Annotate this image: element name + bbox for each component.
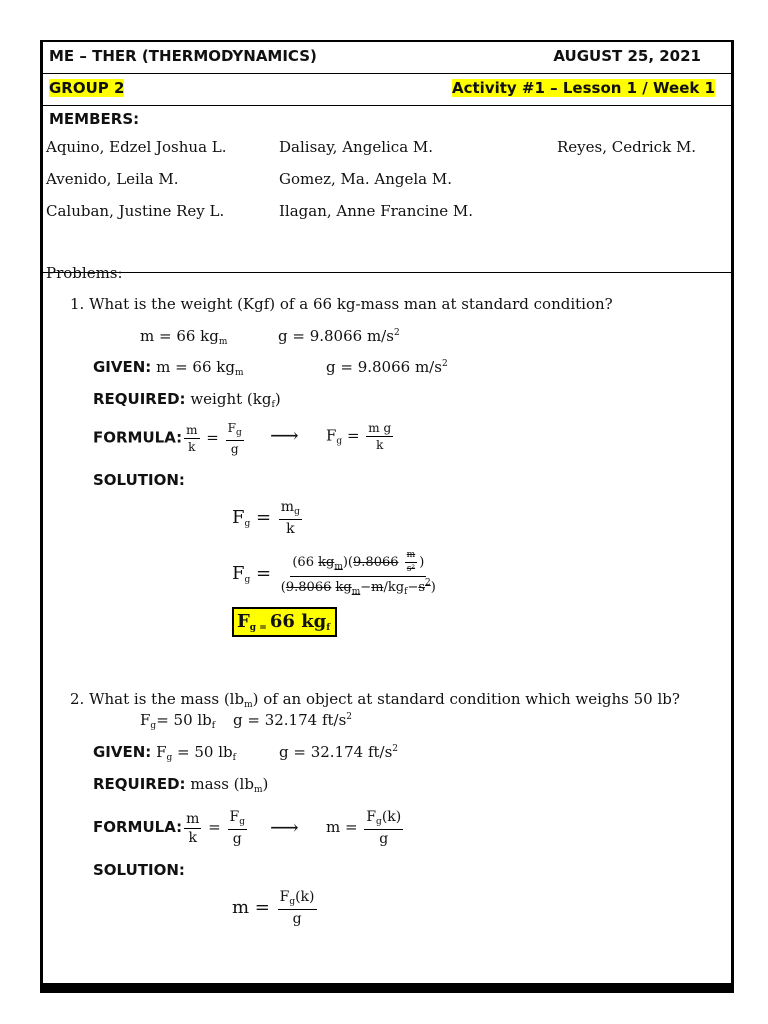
p1-formula-line: FORMULA: $\frac{m}{k}$ = $\frac{F_g}{g}$ <box>93 421 242 456</box>
p2-solution-label: SOLUTION: <box>93 861 185 879</box>
member-name: Reyes, Cedrick M. <box>557 138 697 156</box>
members-label: MEMBERS: <box>49 110 140 128</box>
p2-formula-line: FORMULA: $\frac{m}{k}$ = $\frac{F_g}{g}$ <box>93 809 245 847</box>
formula-fraction: $\frac{F_g}{g}$ <box>227 421 242 456</box>
p2-gravity-line: g = 32.174 $ft/s^2$ <box>233 711 353 729</box>
problem-2-question: 2. What is the mass $(lb_m)$ of an object at standard condition which weighs 50 lb? <box>70 690 680 710</box>
p2-weight-line: $F_g= 50$ $lb_f$ <box>140 711 216 731</box>
document-date: AUGUST 25, 2021 <box>553 47 701 65</box>
header-row-2 <box>43 74 731 106</box>
member-name: Aquino, Edzel Joshua L. <box>46 138 227 156</box>
arrow-icon: ⟶ <box>270 815 299 839</box>
course-title: ME – THER (THERMODYNAMICS) <box>49 47 317 65</box>
p1-final-answer: $F_{g =}$ 66 $kg_f$ <box>232 611 337 633</box>
frame-bottom-border <box>40 983 734 988</box>
formula-fraction: $\frac{m}{k}$ <box>186 423 198 454</box>
member-name: Dalisay, Angelica M. <box>279 138 434 156</box>
member-name: Caluban, Justine Rey L. <box>46 202 225 220</box>
members-section <box>43 106 731 273</box>
problems-heading: Problems: <box>46 264 123 282</box>
p1-solution-step-1: $F_g$ = $\frac{m_g}{k}$ <box>232 499 300 537</box>
activity-label: Activity #1 – Lesson 1 / Week 1 <box>452 79 715 97</box>
p1-given-line: GIVEN: m = 66 $kg_m$ <box>93 358 244 378</box>
p1-gravity-line: g = 9.8066 $m/s^2$ <box>278 327 400 345</box>
p2-solution-step-1: m = $\frac{F_g(k)}{g}$ <box>232 889 315 927</box>
p2-given-line: GIVEN: $F_g = 50$ $lb_f$ <box>93 743 236 763</box>
p2-required-line: REQUIRED: mass $(lb_m)$ <box>93 775 269 795</box>
member-name: Ilagan, Anne Francine M. <box>279 202 474 220</box>
p2-formula-derived: m = $\frac{F_g(k)}{g}$ <box>326 809 402 847</box>
p1-solution-step-2: $F_g$ = (66 $kg_m)(9.8066$ $\frac{m}{\text{s²}}$ ) (9.8066 $kg_m-m/kg_f-s^2$) <box>232 550 436 597</box>
arrow-icon: ⟶ <box>270 423 299 447</box>
p1-mass-line: m = 66 $kg_m$ <box>140 327 228 347</box>
group-label: GROUP 2 <box>49 79 125 97</box>
p1-given-gravity: g = 9.8066 $m/s^2$ <box>326 358 448 376</box>
header-row-1 <box>43 42 731 74</box>
member-name: Avenido, Leila M. <box>46 170 179 188</box>
problem-1-question: 1. What is the weight (Kgf) of a 66 kg-mass man at standard condition? <box>70 295 613 313</box>
p1-required-line: REQUIRED: weight $(kg_f)$ <box>93 390 281 410</box>
member-name: Gomez, Ma. Angela M. <box>279 170 452 188</box>
p2-given-gravity: g = 32.174 $ft/s^2$ <box>279 743 399 761</box>
p1-formula-derived: $F_g$ = $\frac{\text{m g}}{k}$ <box>326 421 392 452</box>
p1-solution-label: SOLUTION: <box>93 471 185 489</box>
